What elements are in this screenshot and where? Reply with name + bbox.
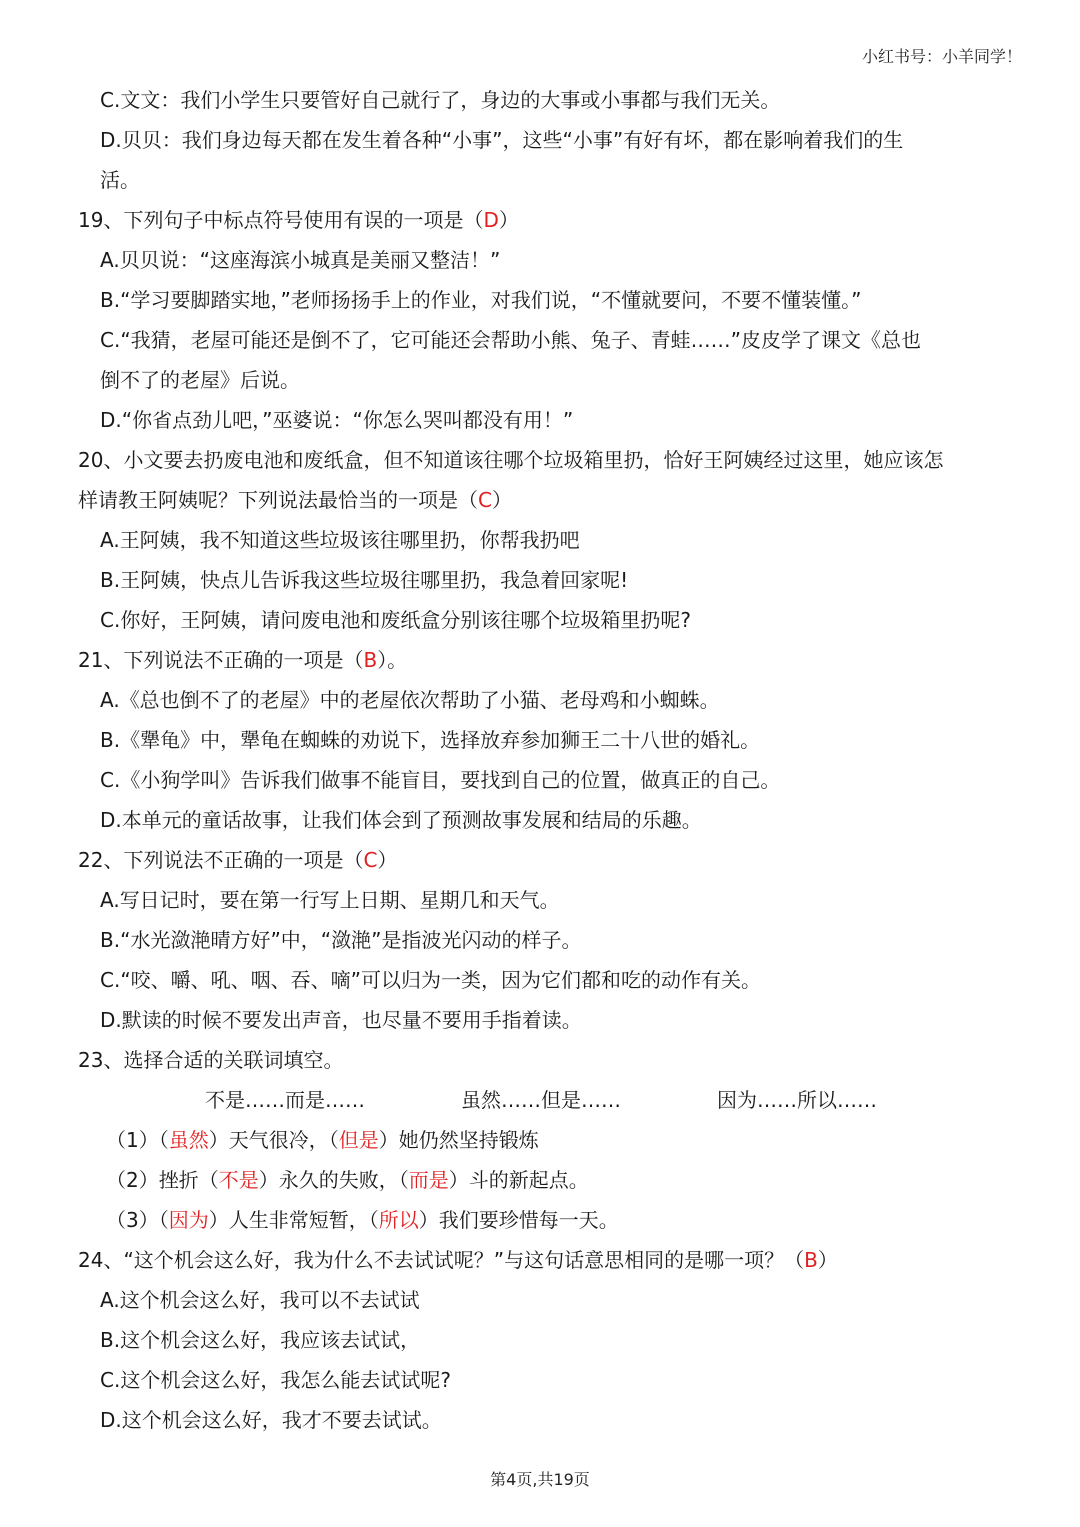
q18-option-c: C.文文：我们小学生只要管好自己就行了，身边的大事或小事都与我们无关。 [100, 88, 781, 112]
q23-item-3-end: ）我们要珍惜每一天。 [418, 1208, 619, 1232]
q23-item-3 [78, 1200, 1018, 1240]
q21-stem-text: 21、下列说法不正确的一项是（ [78, 648, 364, 672]
q23-item-1-answer-1: 虽然 [168, 1128, 209, 1152]
q19-option-a: A.贝贝说：“这座海滨小城真是美丽又整洁！” [100, 248, 501, 272]
q23-choices [78, 1080, 877, 1120]
q23-item-1-num: （1）（ [106, 1128, 169, 1152]
q24-option-d: D.这个机会这么好，我才不要去试试。 [100, 1408, 442, 1432]
q22-stem [78, 840, 1018, 880]
q23-item-2-mid: ）永久的失败，（ [258, 1168, 409, 1192]
page-footer: 第4页,共19页 [490, 1470, 590, 1489]
q22-option-c: C.“咬、嚼、吼、咽、吞、嘀”可以归为一类，因为它们都和吃的动作有关。 [100, 968, 762, 992]
q21-option-c: C.《小狗学叫》告诉我们做事不能盲目，要找到自己的位置，做真正的自己。 [100, 768, 781, 792]
q20-option-a: A.王阿姨，我不知道这些垃圾该往哪里扔，你帮我扔吧 [100, 528, 580, 552]
page-header: 小红书号：小羊同学！ [861, 47, 1022, 66]
q18-option-d: D.贝贝：我们身边每天都在发生着各种“小事”，这些“小事”有好有坏，都在影响着我们的生 [100, 128, 904, 152]
q23-item-3-answer-1: 因为 [168, 1208, 209, 1232]
q22-option-b: B.“水光潋滟晴方好”中，“潋滟”是指波光闪动的样子。 [100, 928, 582, 952]
q23-item-3-answer-2: 所以 [378, 1208, 419, 1232]
q23-choice-1: 不是……而是…… [205, 1088, 365, 1112]
q23-choice-3: 因为……所以…… [717, 1088, 877, 1112]
q20-option-c: C.你好，王阿姨，请问废电池和废纸盒分别该往哪个垃圾箱里扔呢? [100, 608, 691, 632]
q19-answer: D [483, 208, 499, 232]
q23-item-1 [78, 1120, 1018, 1160]
q21-option-d: D.本单元的童话故事，让我们体会到了预测故事发展和结局的乐趣。 [100, 808, 702, 832]
q20-stem-text: 样请教王阿姨呢？下列说法最恰当的一项是（ [78, 488, 478, 512]
q23-item-2-answer-1: 不是 [218, 1168, 259, 1192]
q21-stem [78, 640, 1018, 680]
q22-answer: C [363, 848, 378, 872]
q23-item-1-answer-2: 但是 [338, 1128, 379, 1152]
q19-stem [78, 200, 1018, 240]
q22-close: ） [377, 848, 398, 872]
q22-option-d: D.默读的时候不要发出声音，也尽量不要用手指着读。 [100, 1008, 582, 1032]
q21-answer: B [363, 648, 378, 672]
q19-option-d: D.“你省点劲儿吧，”巫婆说：“你怎么哭叫都没有用！” [100, 408, 574, 432]
q23-item-3-mid: ）人生非常短暂，（ [208, 1208, 379, 1232]
q23-item-2-end: ）斗的新起点。 [448, 1168, 589, 1192]
q23-item-2-num: （2）挫折（ [106, 1168, 219, 1192]
q21-close: ）。 [377, 648, 408, 672]
q23-item-1-end: ）她仍然坚持锻炼 [378, 1128, 539, 1152]
q24-answer: B [804, 1248, 818, 1272]
q20-stem-cont [78, 480, 1018, 520]
q19-option-c: C.“我猜，老屋可能还是倒不了，它可能还会帮助小熊、兔子、青蛙……”皮皮学了课文《总也 [100, 328, 922, 352]
q18-option-d-cont: 活。 [100, 168, 140, 192]
q24-option-c: C.这个机会这么好，我怎么能去试试呢? [100, 1368, 451, 1392]
q21-option-a: A.《总也倒不了的老屋》中的老屋依次帮助了小猫、老母鸡和小蜘蛛。 [100, 688, 720, 712]
q23-item-1-mid: ）天气很冷，（ [208, 1128, 339, 1152]
q23-stem: 23、选择合适的关联词填空。 [78, 1048, 344, 1072]
q19-stem-text: 19、下列句子中标点符号使用有误的一项是（ [78, 208, 484, 232]
q19-option-c-cont: 倒不了的老屋》后说。 [100, 368, 300, 392]
q24-option-a: A.这个机会这么好，我可以不去试试 [100, 1288, 420, 1312]
page-content [78, 80, 1018, 1440]
q23-item-3-num: （3）（ [106, 1208, 169, 1232]
q24-option-b: B.这个机会这么好，我应该去试试， [100, 1328, 421, 1352]
q23-item-2 [78, 1160, 1018, 1200]
q20-stem: 20、小文要去扔废电池和废纸盒，但不知道该往哪个垃圾箱里扔，恰好王阿姨经过这里，她应该怎 [78, 448, 944, 472]
q19-option-b: B.“学习要脚踏实地，”老师扬扬手上的作业，对我们说，“不懂就要问，不要不懂装懂。” [100, 288, 862, 312]
q24-stem [78, 1240, 1018, 1280]
q20-close: ） [491, 488, 512, 512]
q19-close: ） [498, 208, 519, 232]
q23-choice-2: 虽然……但是…… [461, 1088, 621, 1112]
q24-stem-text: 24、“这个机会这么好，我为什么不去试试呢？”与这句话意思相同的是哪一项？（ [78, 1248, 805, 1272]
q20-answer: C [478, 488, 492, 512]
q23-item-2-answer-2: 而是 [408, 1168, 449, 1192]
q21-option-b: B.《犟龟》中，犟龟在蜘蛛的劝说下，选择放弃参加狮王二十八世的婚礼。 [100, 728, 761, 752]
q22-stem-text: 22、下列说法不正确的一项是（ [78, 848, 364, 872]
q24-close: ） [817, 1248, 838, 1272]
q20-option-b: B.王阿姨，快点儿告诉我这些垃圾往哪里扔，我急着回家呢! [100, 568, 629, 592]
q22-option-a: A.写日记时，要在第一行写上日期、星期几和天气。 [100, 888, 560, 912]
